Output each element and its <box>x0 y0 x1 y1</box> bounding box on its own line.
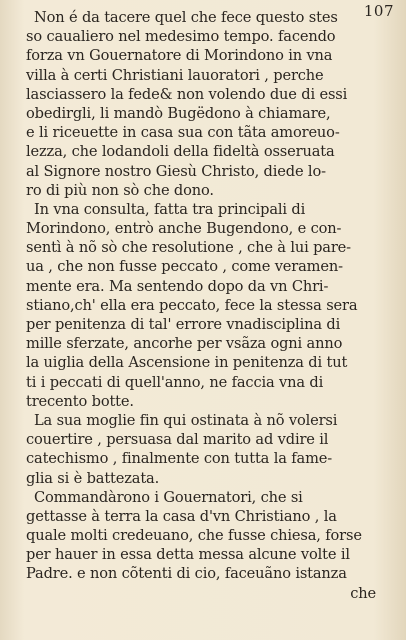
text-line: couertire , persuasa dal marito ad vdire il <box>26 431 329 449</box>
text-line: e li riceuette in casa sua con tãta amoreuo- <box>26 124 340 142</box>
text-line: mente era. Ma sentendo dopo da vn Chri- <box>26 277 329 295</box>
text-line: catechismo , finalmente con tutta la fame- <box>26 450 333 468</box>
text-line: La sua moglie fin qui ostinata à nõ volersi <box>34 411 338 429</box>
paragraph <box>26 200 378 411</box>
text-line: obedirgli, li mandò Bugëdono à chiamare, <box>26 104 331 122</box>
paragraph <box>26 411 378 488</box>
text-line: so caualiero nel medesimo tempo. facendo <box>26 28 336 46</box>
body-text <box>26 8 378 603</box>
text-line: Morindono, entrò anche Bugendono, e con- <box>26 220 342 238</box>
text-line: Commandàrono i Gouernatori, che si <box>34 488 303 506</box>
text-line: Padre. e non cõtenti di cio, faceuãno istanza <box>26 565 347 583</box>
catchword: che <box>350 584 376 602</box>
text-line: mille sferzate, ancorhe per vsãza ogni anno <box>26 335 343 353</box>
text-line: villa à certi Christiani lauoratori , perche <box>26 66 324 84</box>
text-line: trecento botte. <box>26 392 134 410</box>
paragraph <box>26 8 378 200</box>
text-line: per hauer in essa detta messa alcune volte il <box>26 546 350 564</box>
text-line: quale molti credeuano, che fusse chiesa, forse <box>26 527 362 545</box>
text-line: la uiglia della Ascensione in penitenza di tut <box>26 354 348 372</box>
paragraph <box>26 488 378 584</box>
text-line: gettasse à terra la casa d'vn Christiano , la <box>26 507 337 525</box>
text-line: stiano,ch' ella era peccato, fece la stessa sera <box>26 296 358 314</box>
text-line: ua , che non fusse peccato , come veramen- <box>26 258 343 276</box>
text-line: ti i peccati di quell'anno, ne faccia vna di <box>26 373 324 391</box>
text-line: al Signore nostro Giesù Christo, diede lo- <box>26 162 326 180</box>
text-line: sentì à nõ sò che resolutione , che à lui pare- <box>26 239 351 257</box>
text-line: Non é da tacere quel che fece questo stes <box>34 9 338 26</box>
text-line: ro di più non sò che dono. <box>26 181 214 199</box>
text-line: per penitenza di tal' errore vnadisciplina di <box>26 316 341 333</box>
text-line: glia si è battezata. <box>26 469 160 487</box>
text-line: lasciassero la fede& non volendo due di essi <box>26 85 348 103</box>
text-line: lezza, che lodandoli della fideltà osseruata <box>26 143 335 161</box>
page-number: 107 <box>363 2 394 20</box>
text-line: In vna consulta, fatta tra principali di <box>34 200 306 218</box>
text-line: forza vn Gouernatore di Morindono in vna <box>26 47 333 65</box>
